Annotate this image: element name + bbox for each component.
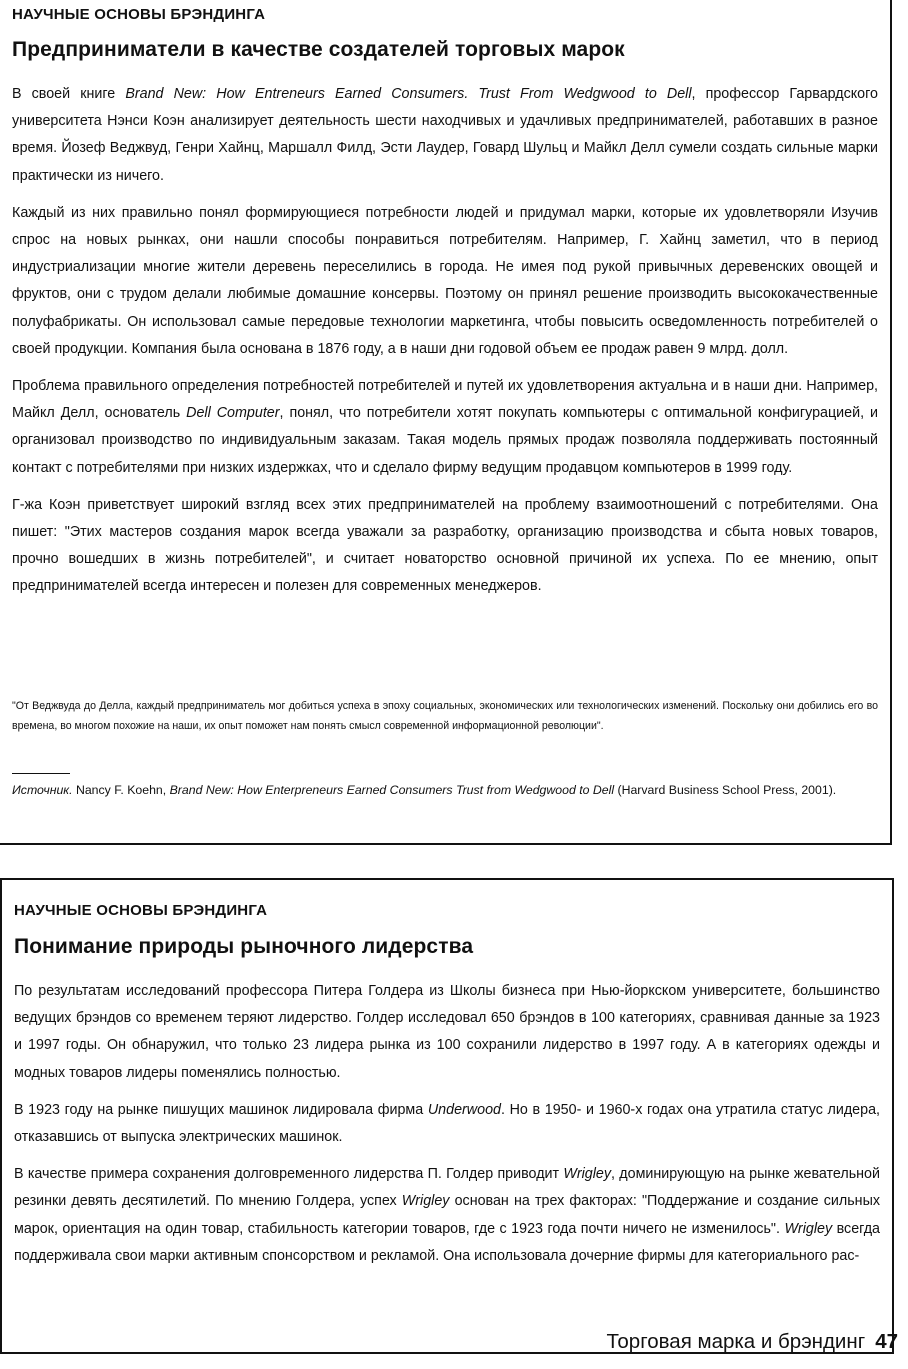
source-divider [12, 773, 70, 774]
company-name: Underwood [427, 1101, 501, 1118]
article-body [12, 81, 878, 611]
source-label: Источник. [12, 783, 73, 797]
company-name: Wrigley [563, 1166, 612, 1183]
source-book-title: Brand New: How Enterpreneurs Earned Consumers Trust from Wedgwood to Dell [169, 783, 615, 797]
paragraph: Каждый из них правильно понял формирующиеся потребности людей и придумал марки, которые их удовлетворяли Изучив спрос на новых рынках, они нашли способы понравиться потребителям. Например, Г. Хайнц заметил, что в период индустриализации многие жители деревень переселились в города. Не имея под рукой привычных деревенских овощей и фруктов, они с трудом делали любимые домашние консервы. Поэтому он принял решение производить высококачественные полуфабрикаты. Он использовал самые передовые технологии маркетинга, чтобы повысить осведомленность потребителей о своей продукции. Компания была основана в 1876 году, а в наши дни годовой объем ее продаж равен 9 млрд. долл. [12, 204, 878, 357]
source-citation: Источник. Nancy F. Koehn, Brand New: How Enterpreneurs Earned Consumers Trust from Wedgwood to Dell (Harvard Business School Press, 2001). [12, 783, 837, 797]
paragraph: В 1923 году на рынке пишущих машинок лидировала фирма Underwood. Но в 1950- и 1960-х годах она утратила статус лидера, отказавшись от выпуска электрических машинок. [14, 1101, 880, 1146]
page-footer [606, 1330, 898, 1354]
article-body [14, 978, 880, 1280]
section-kicker: НАУЧНЫЕ ОСНОВЫ БРЭНДИНГА [12, 6, 266, 23]
running-title: Торговая марка и брэндинг [606, 1330, 866, 1353]
paragraph: По результатам исследований профессора Питера Голдера из Школы бизнеса при Нью-йоркском университете, большинство ведущих брэндов со временем теряют лидерство. Голдер исследовал 650 брэндов в 100 категориях, сравнивая данные за 1923 и 1997 годы. Он обнаружил, что только 23 лидера рынка из 100 сохранили лидерство в 1997 году. А в категориях одежды и модных товаров лидеры поменялись полностью. [14, 983, 880, 1081]
company-name: Wrigley [784, 1220, 833, 1237]
paragraph: Г-жа Коэн приветствует широкий взгляд всех этих предпринимателей на проблему взаимоотношений с потребителями. Она пишет: "Этих мастеров создания марок всегда уважали за разработку, организацию производства и сбыта новых товаров, прочно вошедших в жизнь потребителей", и считает новаторство основной причиной их успеха. По ее мнению, опыт предпринимателей всегда интересен и полезен для современных менеджеров. [12, 496, 878, 595]
section-kicker: НАУЧНЫЕ ОСНОВЫ БРЭНДИНГА [14, 902, 268, 919]
company-name: Wrigley [401, 1193, 450, 1210]
book-title: Brand New: How Entreneurs Earned Consumers. Trust From Wedgwood to Dell [125, 86, 692, 102]
section-title: Предприниматели в качестве создателей торговых марок [12, 38, 625, 61]
page-number: 47 [875, 1330, 898, 1353]
paragraph: Проблема правильного определения потребностей потребителей и путей их удовлетворения актуальна и в наши дни. Например, Майкл Делл, основатель Dell Computer, понял, что потребители хотят покупать компьютеры с оптимальной конфигурацией, и организовал производство по индивидуальным заказам. Такая модель прямых продаж позволяла поддерживать постоянный контакт с потребителями при низких издержках, что и сделало фирму ведущим продавцом компьютеров в 1999 году. [12, 378, 878, 476]
paragraph: В качестве примера сохранения долговременного лидерства П. Голдер приводит Wrigley, доминирующую на рынке жевательной резинки девять десятилетий. По мнению Голдера, успех Wrigley основан на трех факторах: "Поддержание и создание сильных марок, ориентация на один товар, стабильность категории товаров, где с 1923 года почти ничего не изменилось". Wrigley всегда поддерживала свои марки активным спонсорством и рекламой. Она использовала дочерние фирмы для категориального рас- [14, 1166, 881, 1264]
company-name: Dell Computer [186, 405, 280, 422]
paragraph: В своей книге Brand New: How Entreneurs Earned Consumers. Trust From Wedgwood to Dell, профессор Гарвардского университета Нэнси Коэн анализирует деятельность шести находчивых и удачливых предпринимателей, работавших в разное время. Йозеф Веджвуд, Генри Хайнц, Маршалл Филд, Эсти Лаудер, Говард Шульц и Майкл Делл сумели создать сильные марки практически из ничего. [12, 86, 878, 184]
sidebar-box-market-leadership [0, 878, 894, 1354]
pull-quote: "От Веджвуда до Делла, каждый предприниматель мог добиться успеха в эпоху социальных, экономических или технологических изменений. Поскольку они добились его во времена, во многом похожие на наши, их опыт поможет нам понять смысл современной информационной революции". [12, 700, 878, 732]
section-title: Понимание природы рыночного лидерства [14, 935, 474, 958]
